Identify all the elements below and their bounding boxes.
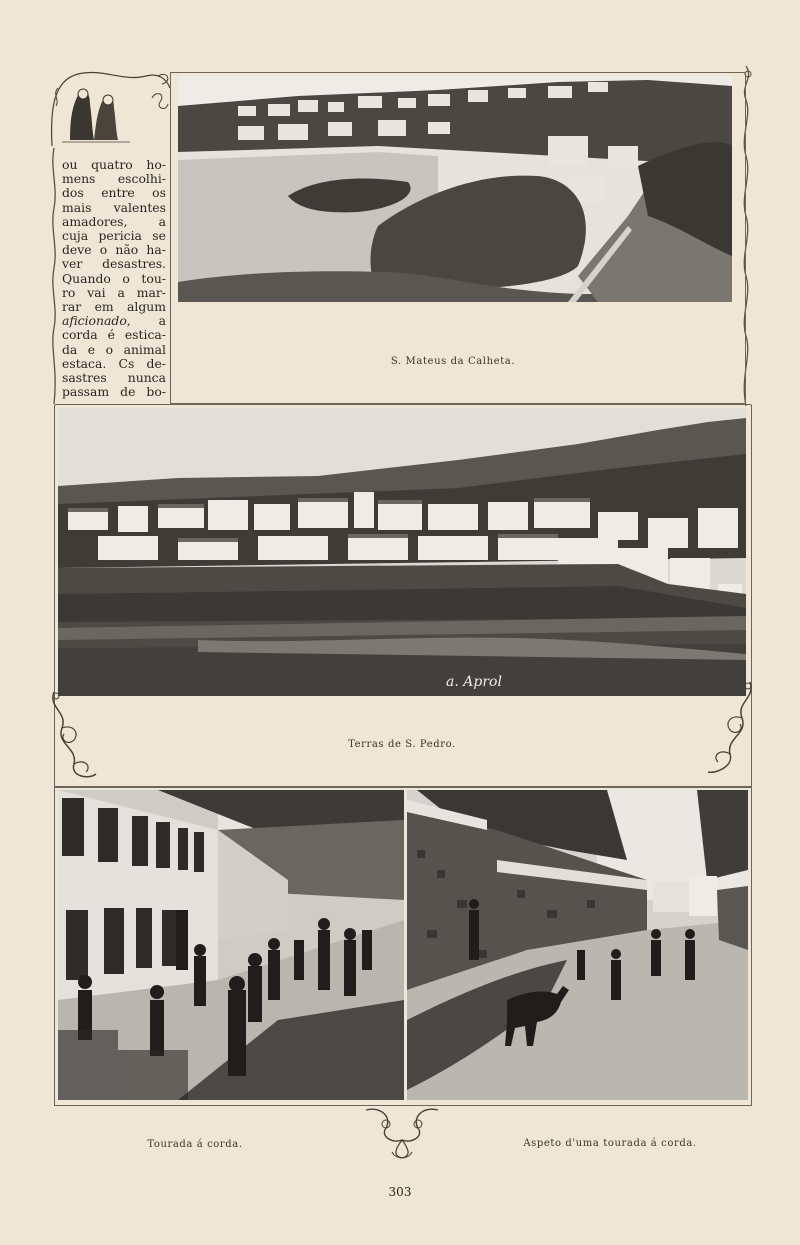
text-line: ou quatro ho-	[62, 157, 166, 172]
text-line: deve o não ha-	[62, 242, 166, 258]
text-line: estaca. Cs de-	[62, 355, 166, 371]
text-line: mais valentes	[62, 199, 166, 215]
italic-word: aficionado	[62, 313, 127, 329]
caption-terras-de-s-pedro: Terras de S. Pedro.	[348, 739, 456, 750]
article-text-column	[62, 158, 166, 399]
text-line: da e o animal	[62, 341, 166, 357]
page-number: 303	[388, 1185, 412, 1199]
photo-terras-de-s-pedro	[58, 408, 746, 696]
text-line: amadores, a	[62, 213, 166, 229]
text-line: cuja pericia se	[62, 228, 166, 244]
text-line: passam de bo-	[62, 384, 166, 400]
italic-suffix: , a	[126, 313, 166, 329]
hooded-figures-ornament	[48, 68, 173, 150]
text-line: mens escolhi-	[62, 171, 166, 187]
text-line: ro vai a mar-	[62, 284, 166, 300]
caption-tourada-a-corda: Tourada á corda.	[147, 1139, 243, 1150]
text-line: dos entre os	[62, 185, 166, 201]
text-line: ver desastres.	[62, 256, 166, 272]
text-line: Quando o tou-	[62, 270, 166, 286]
left-scroll-ornament	[48, 688, 100, 784]
caption-aspeto-tourada: Aspeto d'uma tourada á corda.	[523, 1138, 697, 1149]
photo-s-mateus-da-calheta	[178, 76, 732, 302]
text-line: rar em algum	[62, 299, 166, 315]
photo-aspeto-tourada	[407, 790, 748, 1100]
right-scroll-ornament	[704, 678, 756, 784]
photo-signature-text: a. Aprol	[446, 674, 502, 690]
photo-signature	[446, 674, 502, 690]
text-line: sastres nunca	[62, 370, 166, 386]
text-line: corda é estica-	[62, 327, 166, 343]
left-vine-ornament	[50, 148, 58, 404]
text-line-italic	[62, 314, 166, 328]
bottom-center-ornament	[362, 1104, 442, 1162]
photo-tourada-a-corda	[58, 790, 404, 1100]
caption-s-mateus: S. Mateus da Calheta.	[390, 356, 516, 367]
